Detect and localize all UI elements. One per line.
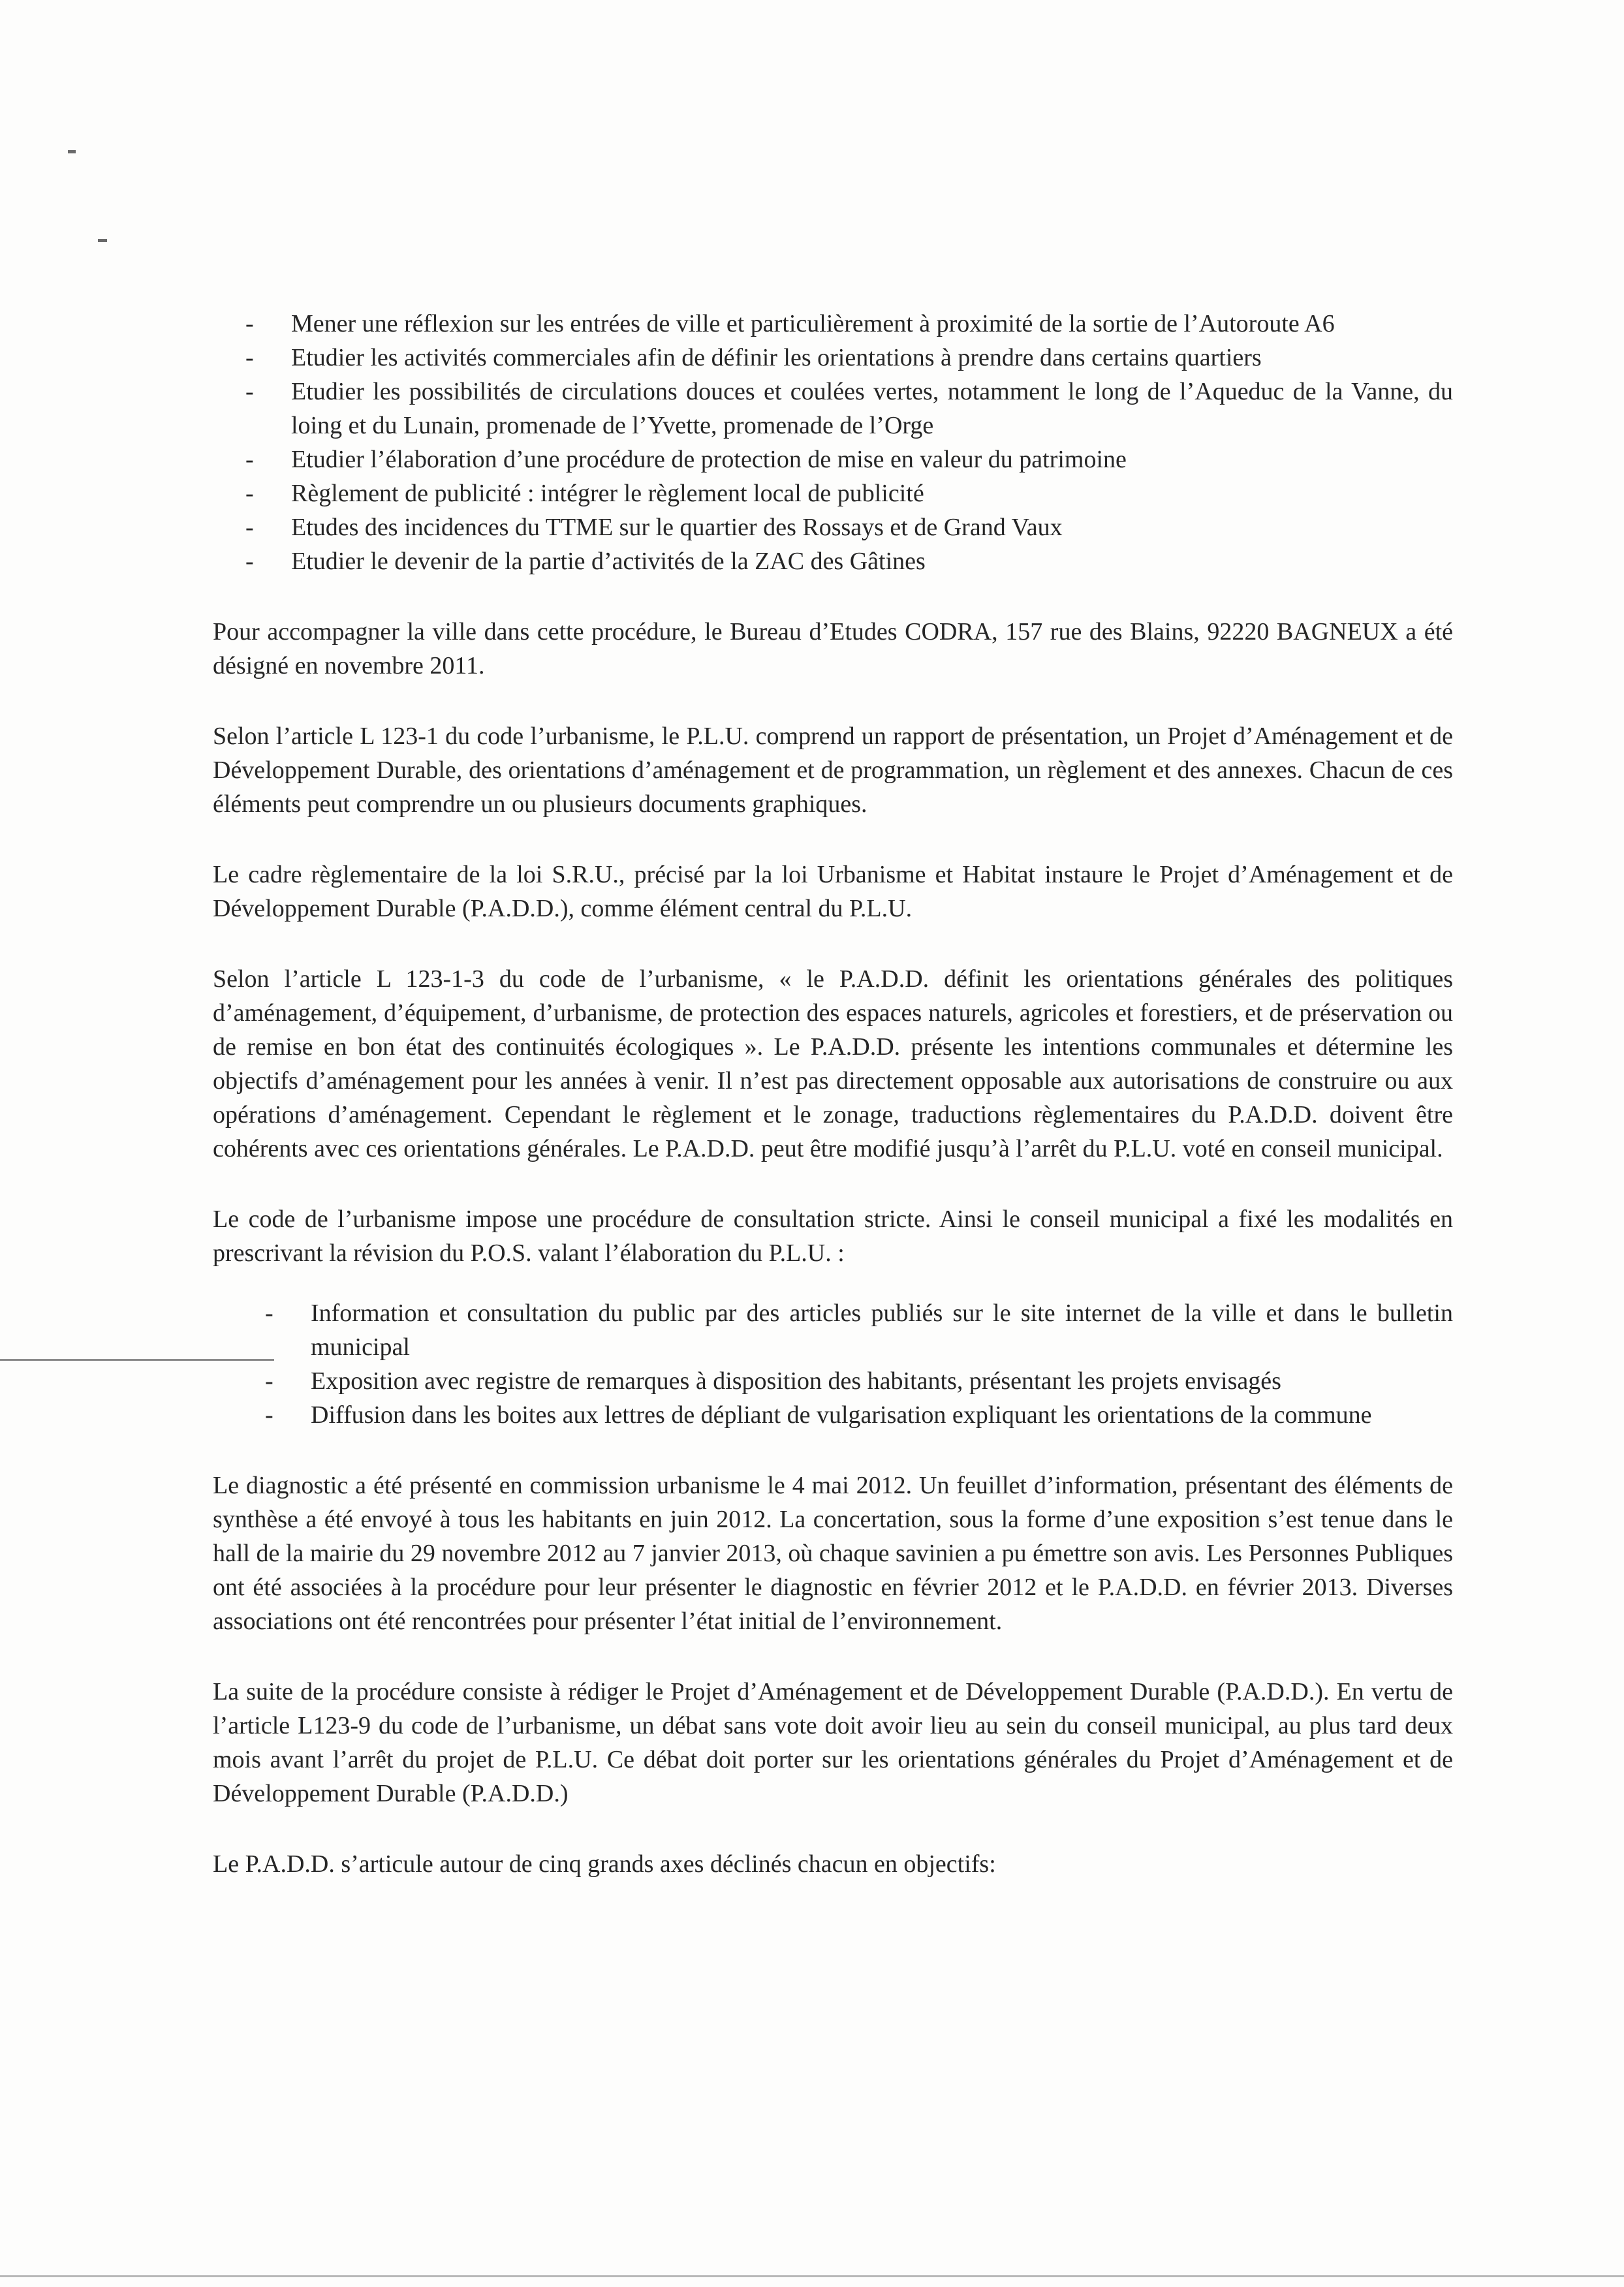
list-item: - Etudes des incidences du TTME sur le quartier des Rossays et de Grand Vaux	[213, 510, 1453, 544]
list-item: - Etudier les activités commerciales afin de définir les orientations à prendre dans certains quartiers	[213, 341, 1453, 375]
list-item: - Etudier les possibilités de circulations douces et coulées vertes, notamment le long de l’Aqueduc de la Vanne, du loing et du Lunain, promenade de l’Yvette, promenade de l’Orge	[213, 375, 1453, 443]
paragraph-codra: Pour accompagner la ville dans cette procédure, le Bureau d’Etudes CODRA, 157 rue des Blains, 92220 BAGNEUX a été désigné en novembre 2011.	[213, 618, 1453, 679]
scan-mark	[68, 150, 76, 153]
paragraph-article-l123-1-3: Selon l’article L 123-1-3 du code de l’urbanisme, « le P.A.D.D. définit les orientations générales des politiques d’aménagement, d’équipement, d’urbanisme, de protection des espaces naturels, agricoles et forestiers, et de préservation ou de remise en bon état des continuités écologiques ». Le P.A.D.D. présente les intentions communales et détermine les objectifs d’aménagement pour les années à venir. Il n’est pas directement opposable aux autorisations de construire ou aux opérations d’aménagement. Cependant le règlement et le zonage, traductions règlementaires du P.A.D.D. doivent être cohérents avec ces orientations générales. Le P.A.D.D. peut être modifié jusqu’à l’arrêt du P.L.U. voté en conseil municipal.	[213, 965, 1453, 1162]
scan-mark	[98, 239, 107, 242]
scan-bottom-edge	[0, 2275, 1624, 2277]
study-list	[213, 307, 1453, 578]
paragraph-sru: Le cadre règlementaire de la loi S.R.U., précisé par la loi Urbanisme et Habitat instaure le Projet d’Aménagement et de Développement Durable (P.A.D.D.), comme élément central du P.L.U.	[213, 861, 1453, 922]
paragraph-diagnostic: Le diagnostic a été présenté en commission urbanisme le 4 mai 2012. Un feuillet d’information, présentant des éléments de synthèse a été envoyé à tous les habitants en juin 2012. La concertation, sous la forme d’une exposition s’est tenue dans le hall de la mairie du 29 novembre 2012 au 7 janvier 2013, où chaque savinien a pu émettre son avis. Les Personnes Publiques ont été associées à la procédure pour leur présenter le diagnostic en février 2012 et le P.A.D.D. en février 2013. Diverses associations ont été rencontrées pour présenter l’état initial de l’environnement.	[213, 1472, 1453, 1635]
paragraph-article-l123-1: Selon l’article L 123-1 du code l’urbanisme, le P.L.U. comprend un rapport de présentation, un Projet d’Aménagement et de Développement Durable, des orientations d’aménagement et de programmation, un règlement et des annexes. Chacun de ces éléments peut comprendre un ou plusieurs documents graphiques.	[213, 723, 1453, 818]
consultation-list	[232, 1296, 1453, 1432]
list-item: - Information et consultation du public par des articles publiés sur le site internet de la ville et dans le bulletin municipal	[232, 1296, 1453, 1364]
list-item: - Exposition avec registre de remarques à disposition des habitants, présentant les projets envisagés	[232, 1364, 1453, 1398]
list-item: - Règlement de publicité : intégrer le règlement local de publicité	[213, 476, 1453, 510]
document-body	[213, 307, 1453, 1881]
list-item: - Etudier le devenir de la partie d’activités de la ZAC des Gâtines	[213, 544, 1453, 578]
list-item: - Etudier l’élaboration d’une procédure de protection de mise en valeur du patrimoine	[213, 443, 1453, 476]
list-item: - Diffusion dans les boites aux lettres de dépliant de vulgarisation expliquant les orientations de la commune	[232, 1398, 1453, 1432]
paragraph-suite: La suite de la procédure consiste à rédiger le Projet d’Aménagement et de Développement Durable (P.A.D.D.). En vertu de l’article L123-9 du code de l’urbanisme, un débat sans vote doit avoir lieu au sein du conseil municipal, au plus tard deux mois avant l’arrêt du projet de P.L.U. Ce débat doit porter sur les orientations générales du Projet d’Aménagement et de Développement Durable (P.A.D.D.)	[213, 1678, 1453, 1807]
paragraph-axes: Le P.A.D.D. s’articule autour de cinq grands axes déclinés chacun en objectifs:	[213, 1850, 996, 1878]
list-item: - Mener une réflexion sur les entrées de ville et particulièrement à proximité de la sortie de l’Autoroute A6	[213, 307, 1453, 341]
paragraph-consultation: Le code de l’urbanisme impose une procédure de consultation stricte. Ainsi le conseil municipal a fixé les modalités en prescrivant la révision du P.O.S. valant l’élaboration du P.L.U. :	[213, 1206, 1453, 1267]
